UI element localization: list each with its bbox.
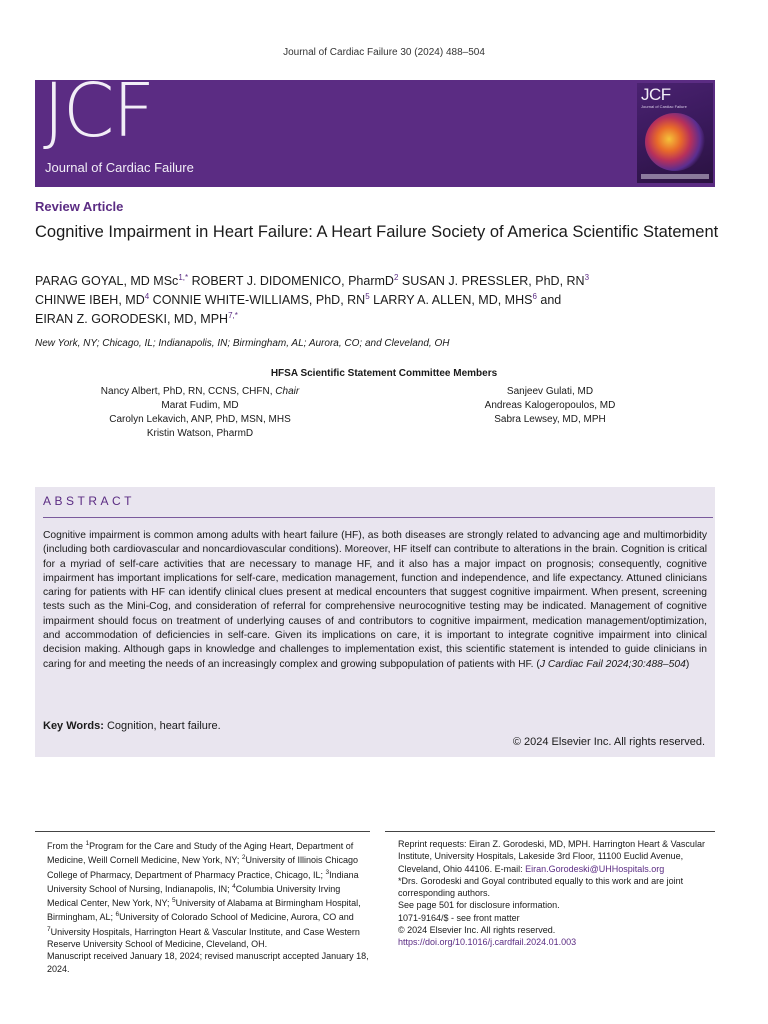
email-link[interactable]: Eiran.Gorodeski@UHHospitals.org [525, 863, 665, 874]
footnote-divider-left [35, 831, 370, 832]
journal-logo: JCF [43, 68, 154, 154]
author-name: SUSAN J. PRESSLER, PhD, RN [401, 274, 585, 289]
committee-member: Marat Fudim, MD [161, 400, 239, 411]
author-affiliation-ref[interactable]: 6 [532, 292, 537, 302]
cover-footer-strip [641, 174, 709, 179]
keywords-label: Key Words: [43, 720, 104, 732]
abstract-citation: J Cardiac Fail 2024;30:488–504 [539, 658, 686, 670]
committee-member: Nancy Albert, PhD, RN, CCNS, CHFN, Chair [100, 386, 300, 397]
committee-list-left [60, 385, 340, 441]
author-affiliation-ref[interactable]: 5 [365, 292, 370, 302]
committee-heading: HFSA Scientific Statement Committee Members [270, 368, 498, 379]
committee-member: Sabra Lewsey, MD, MPH [494, 414, 606, 425]
author-affiliation-ref[interactable]: 2 [393, 273, 399, 282]
journal-name: Journal of Cardiac Failure [45, 160, 194, 175]
keywords-value: Cognition, heart failure. [106, 720, 221, 732]
issn-note: 1071-9164/$ - see front matter [398, 912, 520, 923]
author-conjunction: and [540, 293, 562, 308]
abstract-box [35, 487, 715, 757]
cover-logo: JCF [641, 85, 671, 104]
abstract-text: Cognitive impairment is common among adults with heart failure (HF), as both diseases are strongly related to advancing age and multimorbidity (including both cardiovascular and noncardiovascular conditions). Moreover, HF itself can contribute to alterations in the brain. Cognition is critical for a myriad of self-care activities that are necessary to manage HF, and it also has a major impact on prognosis; consequently, cognitive impairment has important implications for self-care, medication management, function and independence, and life expectancy. Attuned clinicians caring for patients with HF can identify clinical clues present at medical encounters that suggest cognitive impairment. When present, screening tests such as the Mini-Cog, and consideration of referral for comprehensive neurocognitive testing may be indicated. Management of cognitive impairment should focus on treatment of underlying causes of and contributors to cognitive impairment, medication management/optimization, and accommodation of deficiencies in self-care. Given its implications on care, it is important to integrate cognitive impairment into clinical decision making. Although gaps in knowledge and challenges to implementation exist, this scientific statement is intended to guide clinicians in caring for and meeting the needs of an increasingly complex and growing subpopulation of patients with HF. (J Cardiac Fail 2024;30:488–504) [43, 530, 707, 670]
cover-subtitle: Journal of Cardiac Failure [641, 104, 687, 109]
author-affiliation-ref[interactable]: 1,* [178, 273, 189, 282]
author-list [35, 270, 725, 327]
author-name: CHINWE IBEH, MD [35, 293, 145, 308]
author-name: PARAG GOYAL, MD MSc [35, 274, 179, 289]
abstract-copyright: © 2024 Elsevier Inc. All rights reserved. [512, 736, 705, 748]
author-name: CONNIE WHITE-WILLIAMS, PhD, RN [152, 293, 366, 308]
committee-member: Sanjeev Gulati, MD [506, 386, 594, 397]
article-title: Cognitive Impairment in Heart Failure: A Heart Failure Society of America Scientific Statement [35, 223, 719, 241]
author-locations: New York, NY; Chicago, IL; Indianapolis, IN; Birmingham, AL; Aurora, CO; and Cleveland, OH [35, 338, 450, 349]
committee-member: Carolyn Lekavich, ANP, PhD, MSN, MHS [109, 414, 291, 425]
committee-list-right [440, 385, 660, 427]
footnote-divider-right [385, 831, 715, 832]
disclosure-note: See page 501 for disclosure information. [398, 900, 560, 911]
author-name: ROBERT J. DIDOMENICO, PharmD [191, 274, 394, 289]
author-name: LARRY A. ALLEN, MD, MHS [373, 293, 533, 308]
author-affiliation-ref[interactable]: 3 [584, 273, 590, 282]
footnote-copyright: © 2024 Elsevier Inc. All rights reserved. [398, 925, 556, 936]
correspondence-footnote: Reprint requests: Eiran Z. Gorodeski, MD, MPH. Harrington Heart & Vascular Institute, University Hospitals, Lakeside 3rd Floor, 11100 Euclid Avenue, Cleveland, Ohio 44106. E-mail: Eiran.Gorodeski@UHHospitals.org *Drs. Gorodeski and Goyal contributed equally to this work and are joint corresponding authors. See page 501 for disclosure information. 1071-9164/$ - see front matter © 2024 Elsevier Inc. All rights reserved. https://doi.org/10.1016/j.cardfail.2024.01.003 [386, 838, 716, 949]
joint-author-note: *Drs. Gorodeski and Goyal contributed equally to this work and are joint corresponding authors. [398, 875, 684, 899]
author-affiliation-ref[interactable]: 4 [144, 292, 150, 302]
doi-link[interactable]: https://doi.org/10.1016/j.cardfail.2024.01.003 [398, 937, 577, 948]
committee-member: Andreas Kalogeropoulos, MD [484, 400, 616, 411]
author-affiliation-ref[interactable]: 7,* [228, 311, 238, 321]
committee-member: Kristin Watson, PharmD [146, 428, 254, 439]
affiliations-footnote: From the $^1$Program for the Care and Study of the Aging Heart, Department of Medicine, Weill Cornell Medicine, New York, NY; $^2$University of Illinois Chicago College of Pharmacy, Department of Pharmacy Practice, Chicago, IL; $^3$Indiana University School of Nursing, Indianapolis, IN; $^4$Columbia University Irving Medical Center, New York, NY; $^5$University of Alabama at Birmingham Hospital, Birmingham, AL; $^6$University of Colorado School of Medicine, Aurora, CO and $^7$University Hospitals, Harrington Heart & Vascular Institute, and Case Western Reserve University School of Medicine, Cleveland, OH. Manuscript received January 18, 2024; revised manuscript accepted January 18, 2024. [35, 838, 370, 975]
article-type: Review Article [35, 199, 124, 214]
abstract-divider [43, 517, 713, 518]
manuscript-dates: Manuscript received January 18, 2024; revised manuscript accepted January 18, 2024. [47, 951, 369, 974]
journal-cover-image [637, 83, 713, 183]
author-name: EIRAN Z. GORODESKI, MD, MPH [35, 312, 229, 327]
journal-reference: Journal of Cardiac Failure 30 (2024) 488–504 [283, 47, 485, 58]
journal-banner [35, 68, 715, 187]
keywords [43, 720, 221, 732]
cover-heart-art [645, 113, 705, 171]
abstract-heading: ABSTRACT [43, 494, 136, 508]
